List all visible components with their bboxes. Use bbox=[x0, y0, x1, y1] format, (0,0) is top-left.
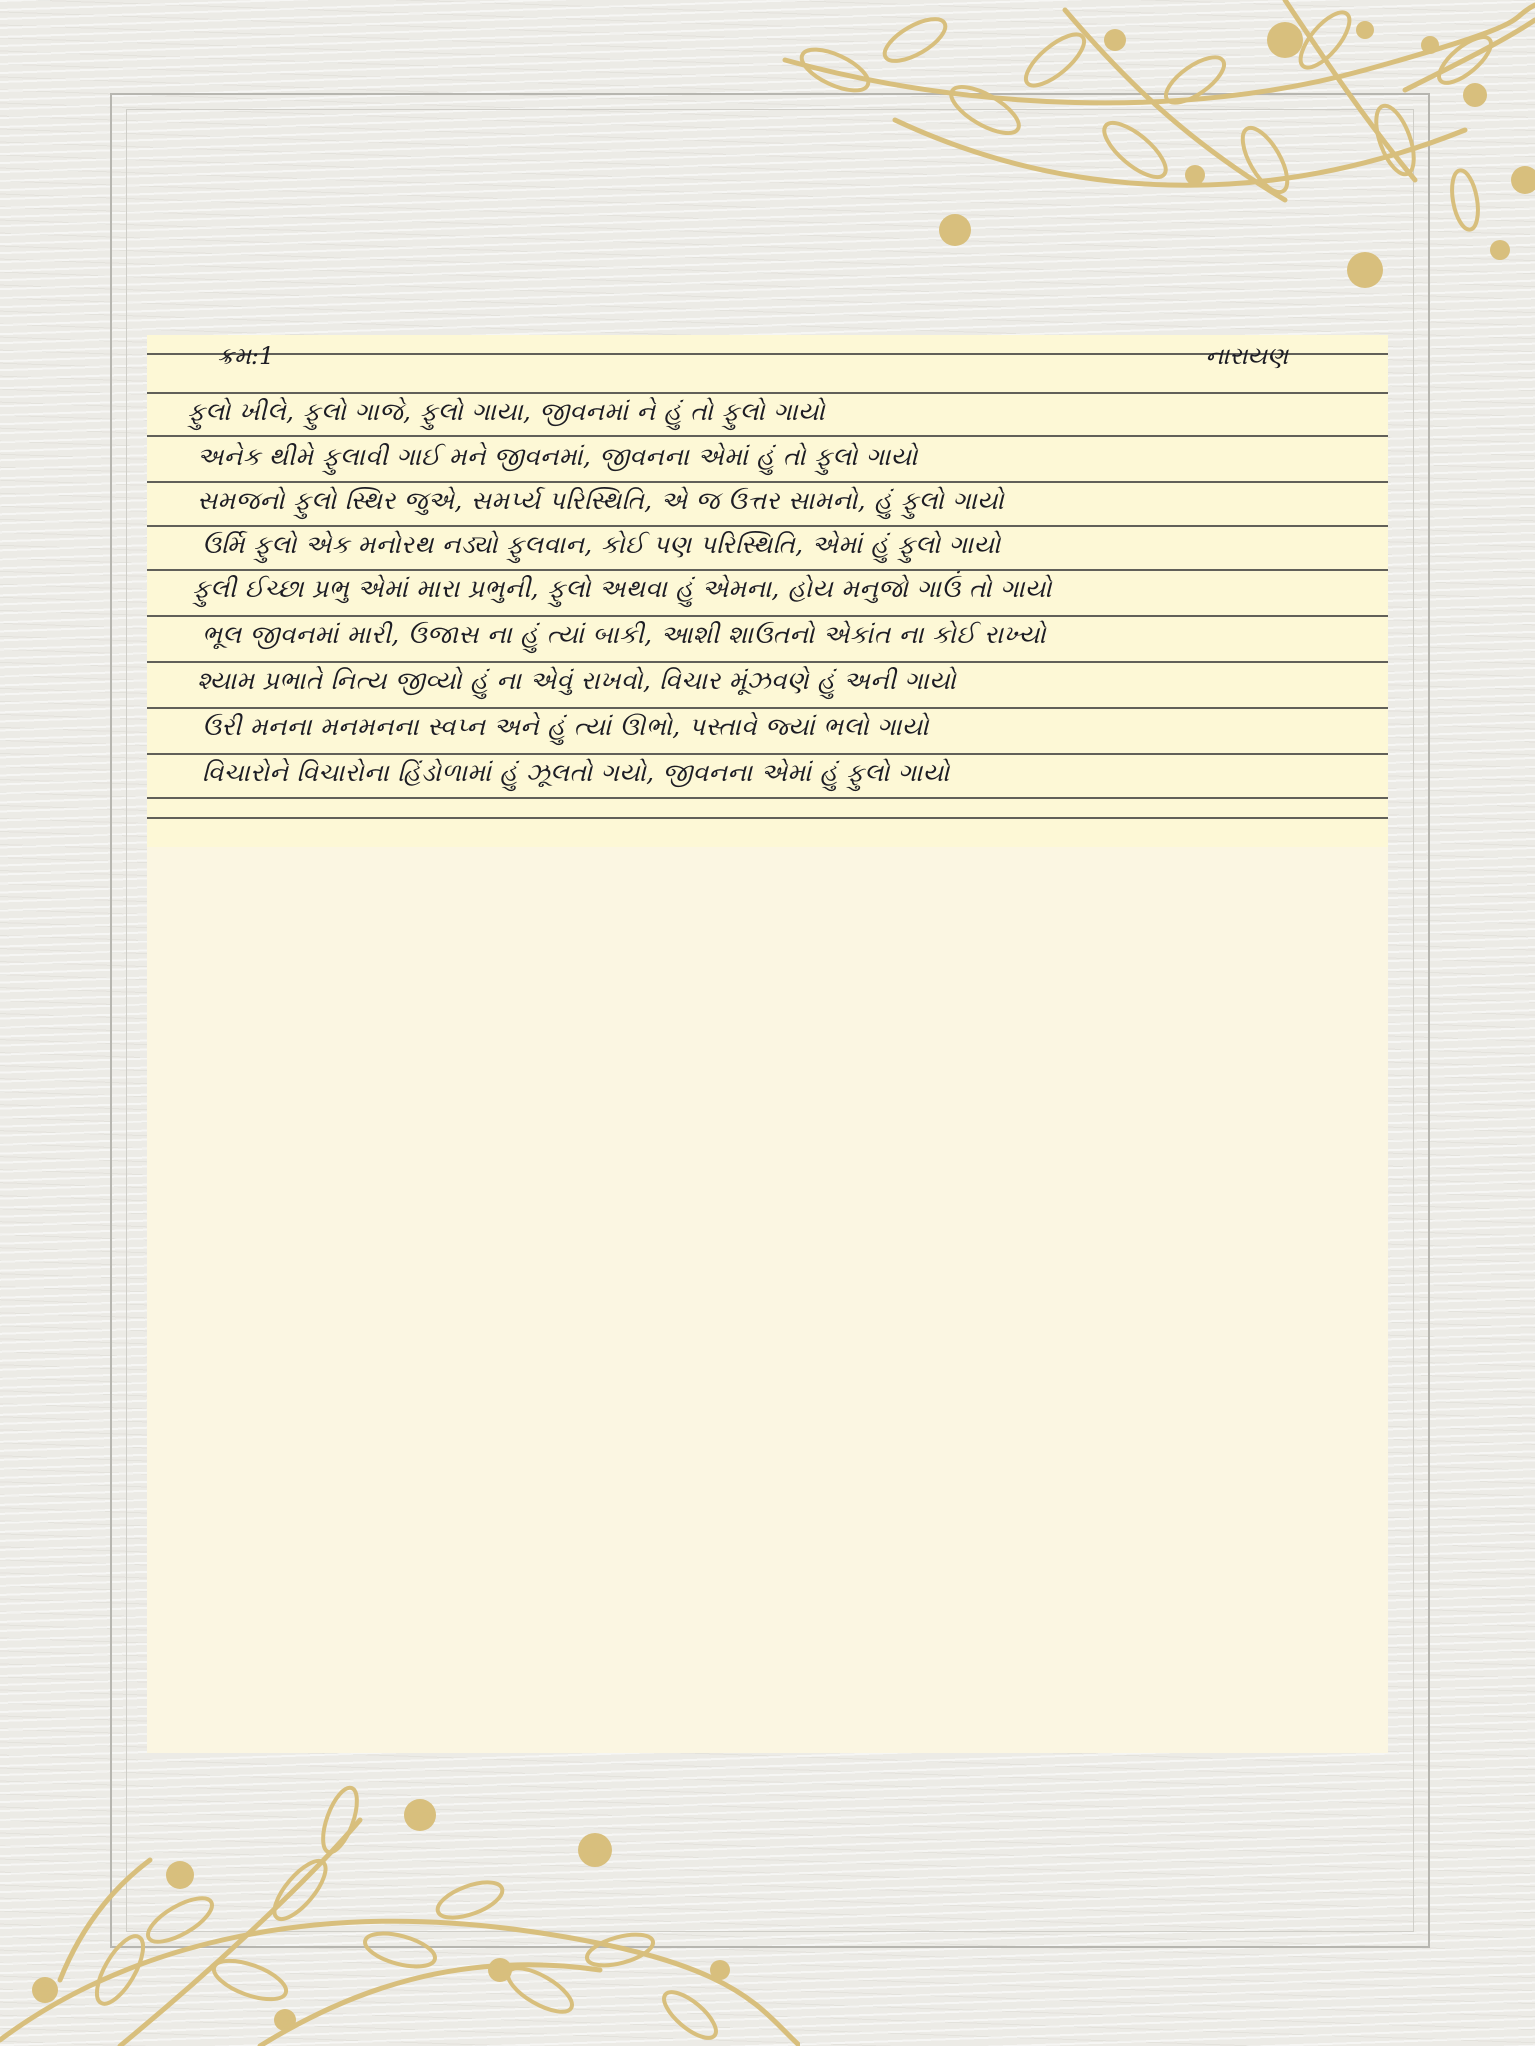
ruled-line bbox=[147, 817, 1388, 819]
letter-line: ફુલો ખીલે, ફુલો ગાજે, ફુલો ગાયા, જીવનમાં ને હું તો ફુલો ગાયો bbox=[187, 397, 825, 426]
ruled-line bbox=[147, 707, 1388, 709]
ruled-line bbox=[147, 753, 1388, 755]
handwritten-letter bbox=[147, 335, 1388, 847]
ruled-line bbox=[147, 481, 1388, 483]
letter-line: શ્યામ પ્રભાતે નિત્ય જીવ્યો હું ના એવું રાખવો, વિચાર મૂંઝવણે હું અની ગાયો bbox=[197, 666, 957, 695]
letter-line: ઉરી મનના મનમનના સ્વપ્ન અને હું ત્યાં ઊભો, પસ્તાવે જ્યાં ભલો ગાયો bbox=[202, 712, 929, 741]
ruled-line bbox=[147, 525, 1388, 527]
letter-line: વિચારોને વિચારોના હિંડોળામાં હું ઝૂલતો ગયો, જીવનના એમાં હું ફુલો ગાયો bbox=[202, 758, 950, 787]
letter-line: અનેક થીમે ફુલાવી ગાઈ મને જીવનમાં, જીવનના એમાં હું તો ફુલો ગાયો bbox=[197, 442, 918, 471]
ruled-line bbox=[147, 353, 1388, 355]
ruled-line bbox=[147, 615, 1388, 617]
letter-line: ફુલી ઈચ્છા પ્રભુ એમાં મારા પ્રભુની, ફુલો અથવા હું એમના, હોય મનુજો ગાઉં તો ગાયો bbox=[192, 574, 1052, 603]
letter-header-right: નારાયણ bbox=[1205, 342, 1288, 370]
ruled-line bbox=[147, 569, 1388, 571]
ruled-line bbox=[147, 797, 1388, 799]
ruled-line bbox=[147, 392, 1388, 394]
letter-line: ભૂલ જીવનમાં મારી, ઉજાસ ના હું ત્યાં બાકી, આશી શાઉતનો એકાંત ના કોઈ રાખ્યો bbox=[202, 620, 1046, 649]
ruled-line bbox=[147, 435, 1388, 437]
letter-line: ઉર્મિ ફુલો એક મનોરથ નડ્યો ફુલવાન, કોઈ પણ પરિસ્થિતિ, એમાં હું ફુલો ગાયો bbox=[202, 530, 1001, 559]
ruled-line bbox=[147, 661, 1388, 663]
letter-header-left: ક્રમ:1 bbox=[217, 342, 275, 370]
letter-line: સમજનો ફુલો સ્થિર જુએ, સમર્પ્ય પરિસ્થિતિ, એ જ ઉત્તર સામનો, હું ફુલો ગાયો bbox=[197, 486, 1005, 515]
